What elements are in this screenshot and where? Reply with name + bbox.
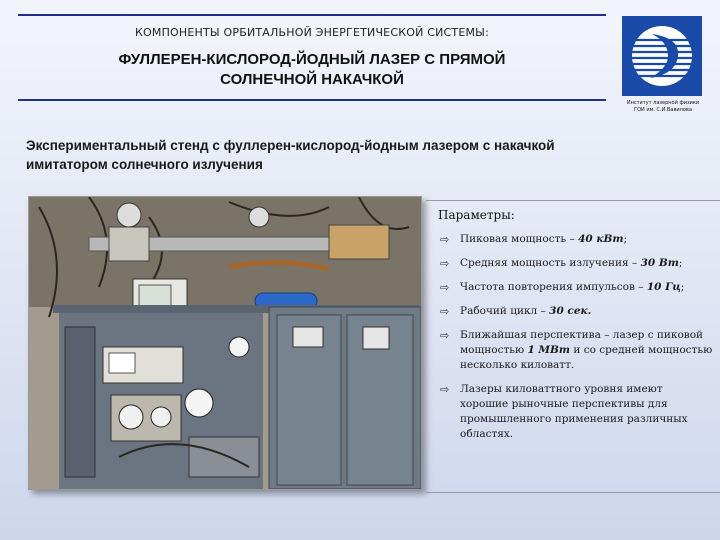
list-item: ⇨ Ближайшая перспектива – лазер с пиковой мощностью 1 МВт и со средней мощностью несколько киловатт. bbox=[440, 329, 713, 371]
section-heading-line-2: имитатором солнечного излучения bbox=[26, 157, 263, 172]
arrow-bullet-icon: ⇨ bbox=[440, 257, 450, 270]
title-line-2: СОЛНЕЧНОЙ НАКАЧКОЙ bbox=[220, 71, 404, 88]
arrow-bullet-icon: ⇨ bbox=[440, 305, 450, 318]
list-item: ⇨ Рабочий цикл – 30 сек. bbox=[440, 305, 592, 318]
bottom-rule bbox=[18, 99, 606, 101]
section-heading bbox=[26, 136, 626, 174]
list-item: ⇨ Пиковая мощность – 40 кВт; bbox=[440, 233, 627, 246]
logo-caption-line-1: Институт лазерной физики bbox=[626, 100, 700, 106]
logo-caption-line-2: ГОИ им. С.И.Вавилова bbox=[634, 107, 692, 113]
page-subtitle: КОМПОНЕНТЫ ОРБИТАЛЬНОЙ ЭНЕРГЕТИЧЕСКОЙ СИСТЕМЫ: bbox=[135, 26, 489, 39]
page-title bbox=[18, 50, 606, 90]
logo-caption bbox=[616, 100, 710, 114]
section-heading-line-1: Экспериментальный стенд с фуллерен-кислород-йодным лазером с накачкой bbox=[26, 138, 555, 153]
arrow-bullet-icon: ⇨ bbox=[440, 233, 450, 246]
arrow-bullet-icon: ⇨ bbox=[440, 329, 450, 342]
arrow-bullet-icon: ⇨ bbox=[440, 281, 450, 294]
params-list bbox=[438, 232, 714, 451]
title-line-1: ФУЛЛЕРЕН-КИСЛОРОД-ЙОДНЫЙ ЛАЗЕР С ПРЯМОЙ bbox=[118, 51, 506, 68]
list-item: ⇨ Лазеры киловаттного уровня имеют хорошие рыночные перспективы для промышленного применения различных областях. bbox=[440, 383, 688, 440]
list-item: ⇨ Частота повторения импульсов – 10 Гц; bbox=[440, 281, 685, 294]
panel-bottom-rule bbox=[426, 492, 720, 493]
params-title: Параметры: bbox=[438, 208, 515, 222]
institute-logo-icon bbox=[622, 16, 702, 96]
panel-top-rule bbox=[426, 200, 720, 201]
arrow-bullet-icon: ⇨ bbox=[440, 383, 450, 396]
top-rule bbox=[18, 14, 606, 16]
laboratory-stand-photo bbox=[28, 196, 422, 490]
list-item: ⇨ Средняя мощность излучения – 30 Вт; bbox=[440, 257, 683, 270]
